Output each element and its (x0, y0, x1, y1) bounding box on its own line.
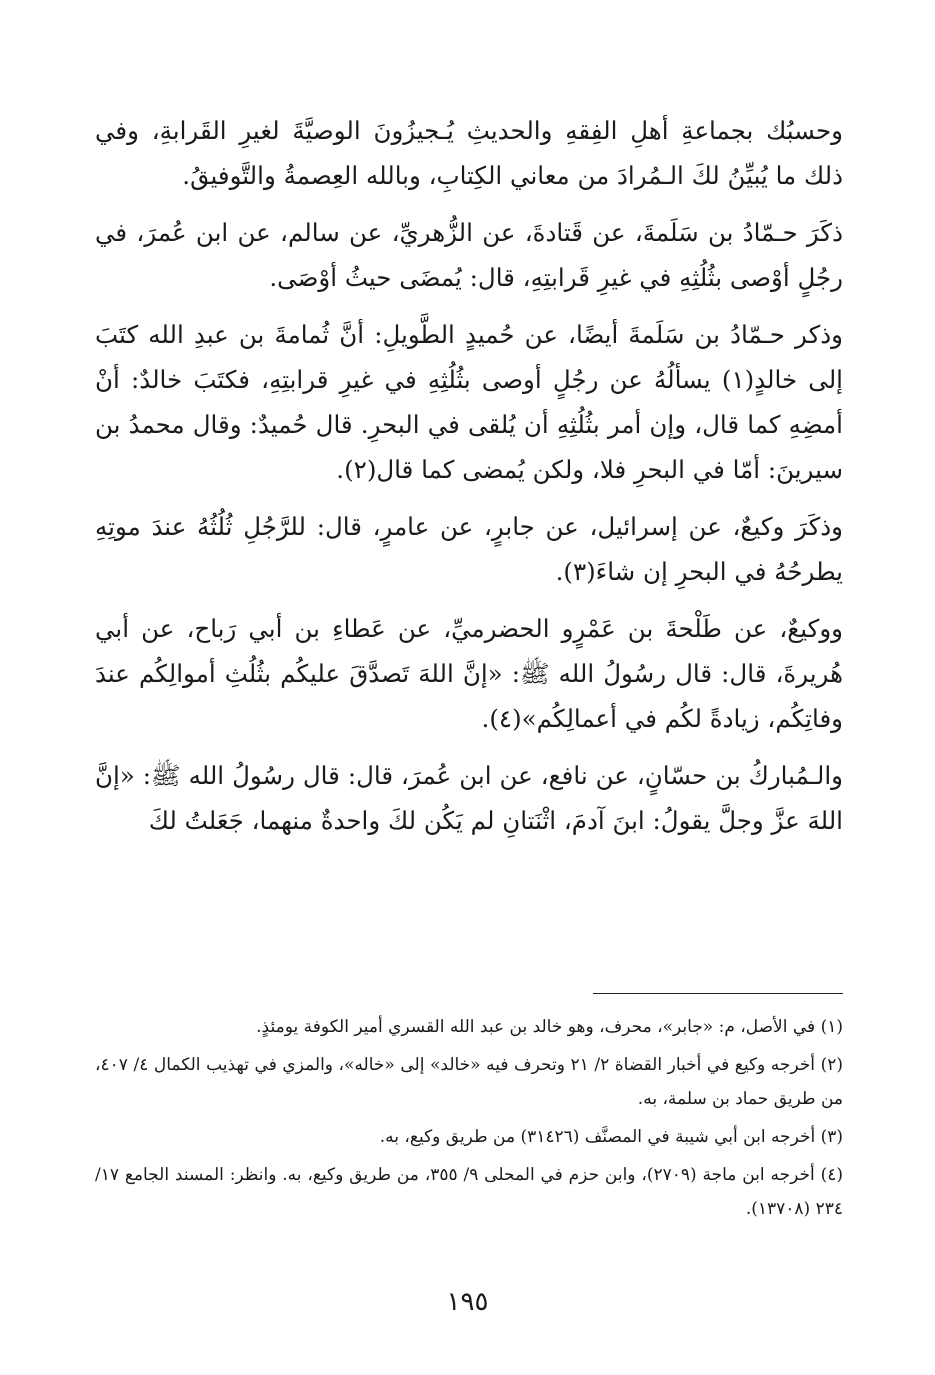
paragraph-4: وذكَرَ وكيعٌ، عن إسرائيل، عن جابرٍ، عن عامرٍ، قال: للرَّجُلِ ثُلُثُهُ عندَ موتِهِ يطرحُهُ في البحرِ إن شاءَ(٣). (95, 512, 843, 586)
page-number: ١٩٥ (446, 1287, 489, 1317)
paragraph-1: وحسبُك بجماعةِ أهلِ الفِقهِ والحديثِ يُـجيزُونَ الوصيَّةَ لغيرِ القَرابةِ، وفي ذلك ما يُبيِّنُ لكَ الـمُرادَ من معاني الكِتابِ، وبالله العِصمةُ والتَّوفيقُ. (95, 116, 843, 190)
paragraph-2: ذكَرَ حـمّادُ بن سَلَمةَ، عن قَتادةَ، عن الزُّهريِّ، عن سالم، عن ابن عُمرَ، في رجُلٍ أوْصى بثُلُثِهِ في غيرِ قَرابتِهِ، قال: يُمضَى حيثُ أوْصَى. (95, 218, 843, 292)
paragraph-5: ووكيعٌ، عن طَلْحةَ بن عَمْرٍو الحضرميِّ، عن عَطاءِ بن أبي رَباح، عن أبي هُريرةَ، قال: قال رسُولُ الله ﷺ: «إنَّ اللهَ تَصدَّقَ عليكُم بثُلُثِ أموالِكُم عندَ وفاتِكُم، زيادةً لكُم في أعمالِكُم»(٤). (95, 614, 843, 733)
footnotes (95, 1010, 843, 1230)
footnote-2: (٢) أخرجه وكيع في أخبار القضاة ٢/ ٢١ وتحرف فيه «خالد» إلى «خاله»، والمزي في تهذيب الكمال ٤/ ٤٠٧، من طريق حماد بن سلمة، به. (95, 1055, 843, 1109)
footnote-1: (١) في الأصل، م: «جابر»، محرف، وهو خالد بن عبد الله القسري أمير الكوفة يومئذٍ. (256, 1017, 843, 1037)
main-text (95, 108, 843, 843)
paragraph-3: وذكر حـمّادُ بن سَلَمةَ أيضًا، عن حُميدٍ الطَّويلِ: أنَّ ثُمامةَ بن عبدِ الله كتَبَ إلى خالدٍ(١) يسألُهُ عن رجُلٍ أوصى بثُلُثِهِ في غيرِ قرابتِهِ، فكتَبَ خالدٌ: أنْ أمضِهِ كما قال، وإن أمر بثُلُثِهِ أن يُلقى في البحرِ. قال حُميدٌ: وقال محمدُ بن سيرينَ: أمّا في البحرِ فلا، ولكن يُمضى كما قال(٢). (95, 320, 843, 484)
footnote-separator (593, 993, 843, 994)
footnote-4: (٤) أخرجه ابن ماجة (٢٧٠٩)، وابن حزم في المحلى ٩/ ٣٥٥، من طريق وكيع، به. وانظر: المسند الجامع ١٧/ ٢٣٤ (١٣٧٠٨). (95, 1165, 843, 1219)
footnote-3: (٣) أخرجه ابن أبي شيبة في المصنَّف (٣١٤٢٦) من طريق وكيع، به. (379, 1127, 843, 1147)
paragraph-6: والـمُباركُ بن حسّانٍ، عن نافع، عن ابن عُمرَ، قال: قال رسُولُ الله ﷺ: «إنَّ اللهَ عزَّ وجلَّ يقولُ: ابنَ آدمَ، اثْنَتانِ لم يَكُن لكَ واحدةٌ منهما، جَعَلتُ لكَ (95, 761, 843, 835)
